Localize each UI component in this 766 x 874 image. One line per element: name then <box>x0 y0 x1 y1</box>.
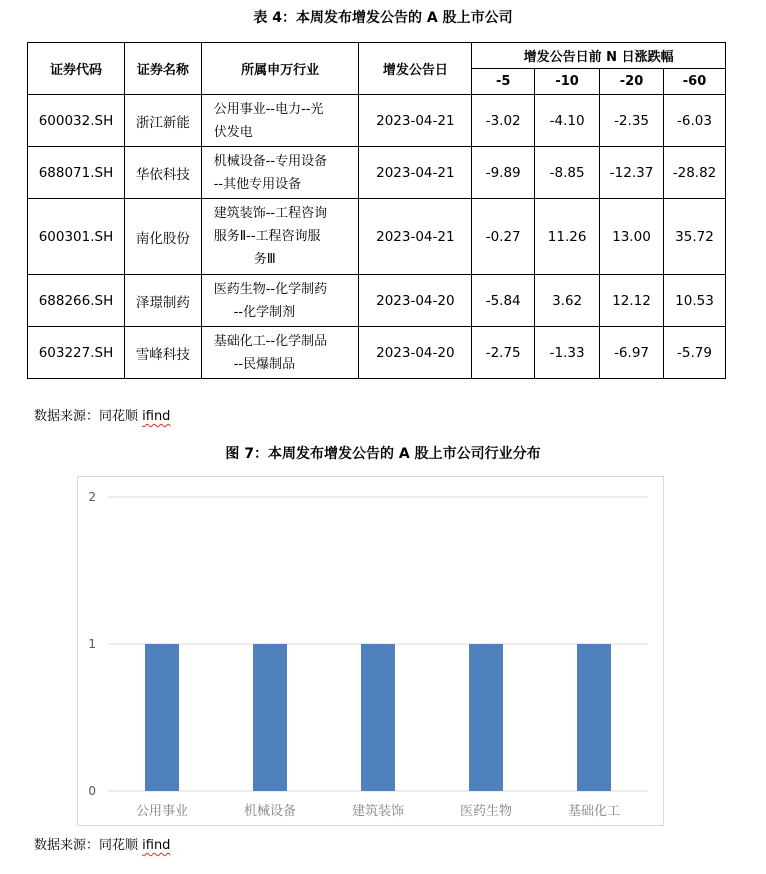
table-row <box>28 199 726 275</box>
source-brand: ifind <box>142 838 171 853</box>
header-period: -10 <box>535 69 600 95</box>
cell-name: 雪峰科技 <box>124 327 201 379</box>
cell-change: -2.35 <box>600 95 664 147</box>
x-category-label: 医药生物 <box>459 804 513 819</box>
cell-change: -6.03 <box>664 95 726 147</box>
table-row <box>28 327 726 379</box>
cell-name: 华依科技 <box>124 147 201 199</box>
placement-table <box>27 42 726 379</box>
header-period: -60 <box>664 69 726 95</box>
cell-industry <box>201 147 359 199</box>
cell-change: -5.79 <box>664 327 726 379</box>
y-tick-label: 1 <box>88 637 96 651</box>
cell-change: -5.84 <box>472 275 535 327</box>
table-row <box>28 147 726 199</box>
source-prefix: 数据来源：同花顺 <box>34 409 143 424</box>
cell-name: 浙江新能 <box>124 95 201 147</box>
cell-industry <box>201 275 359 327</box>
x-category-label: 公用事业 <box>135 804 189 819</box>
header-name: 证券名称 <box>124 43 201 95</box>
cell-change: 3.62 <box>535 275 600 327</box>
cell-change: -2.75 <box>472 327 535 379</box>
cell-date: 2023-04-21 <box>359 95 472 147</box>
cell-change: -4.10 <box>535 95 600 147</box>
header-change-group: 增发公告日前 N 日涨跌幅 <box>472 43 726 69</box>
table-row <box>28 95 726 147</box>
cell-change: 12.12 <box>600 275 664 327</box>
bar <box>577 644 611 791</box>
cell-date: 2023-04-20 <box>359 327 472 379</box>
cell-change: 13.00 <box>600 199 664 275</box>
chart-frame <box>77 476 664 826</box>
cell-code: 600032.SH <box>28 95 125 147</box>
cell-industry <box>201 327 359 379</box>
cell-code: 600301.SH <box>28 199 125 275</box>
x-category-label: 基础化工 <box>567 804 621 819</box>
cell-code: 603227.SH <box>28 327 125 379</box>
cell-change: -6.97 <box>600 327 664 379</box>
cell-change: -12.37 <box>600 147 664 199</box>
industry-line: 服务Ⅱ--工程咨询服 <box>213 229 321 244</box>
y-tick-label: 2 <box>88 490 96 504</box>
industry-line: --化学制剂 <box>233 304 296 320</box>
bar <box>253 644 287 791</box>
header-industry: 所属申万行业 <box>201 43 359 95</box>
industry-line: 伏发电 <box>213 124 253 140</box>
header-period: -5 <box>472 69 535 95</box>
cell-change: -3.02 <box>472 95 535 147</box>
cell-change: -0.27 <box>472 199 535 275</box>
x-category-label: 机械设备 <box>243 804 297 819</box>
cell-code: 688266.SH <box>28 275 125 327</box>
data-source-note <box>34 834 170 853</box>
cell-date: 2023-04-21 <box>359 147 472 199</box>
cell-industry <box>201 95 359 147</box>
cell-name: 泽璟制药 <box>124 275 201 327</box>
industry-line: 医药生物--化学制药 <box>213 281 328 297</box>
cell-code: 688071.SH <box>28 147 125 199</box>
cell-change: -28.82 <box>664 147 726 199</box>
industry-line: 务Ⅲ <box>253 252 276 267</box>
header-date: 增发公告日 <box>359 43 472 95</box>
industry-line: 基础化工--化学制品 <box>213 333 328 349</box>
industry-line: 公用事业--电力--光 <box>213 101 324 117</box>
industry-line: 建筑装饰--工程咨询 <box>213 206 328 221</box>
header-code: 证券代码 <box>28 43 125 95</box>
header-period: -20 <box>600 69 664 95</box>
table-title: 表 4：本周发布增发公告的 A 股上市公司 <box>253 10 513 26</box>
cell-change: -1.33 <box>535 327 600 379</box>
cell-change: -8.85 <box>535 147 600 199</box>
source-prefix: 数据来源：同花顺 <box>34 838 143 853</box>
cell-change: 10.53 <box>664 275 726 327</box>
cell-change: -9.89 <box>472 147 535 199</box>
y-tick-label: 0 <box>88 784 96 798</box>
cell-date: 2023-04-21 <box>359 199 472 275</box>
industry-line: 机械设备--专用设备 <box>213 153 328 169</box>
x-category-label: 建筑装饰 <box>351 804 405 819</box>
industry-line: --其他专用设备 <box>213 176 302 192</box>
bar <box>469 644 503 791</box>
bar <box>145 644 179 791</box>
source-brand: ifind <box>142 409 171 424</box>
table-row <box>28 275 726 327</box>
cell-date: 2023-04-20 <box>359 275 472 327</box>
cell-name: 南化股份 <box>124 199 201 275</box>
cell-industry <box>201 199 359 275</box>
industry-line: --民爆制品 <box>233 356 296 372</box>
data-source-note <box>34 405 170 424</box>
chart-title: 图 7：本周发布增发公告的 A 股上市公司行业分布 <box>225 446 541 462</box>
cell-change: 35.72 <box>664 199 726 275</box>
cell-change: 11.26 <box>535 199 600 275</box>
industry-bar-chart <box>78 477 663 825</box>
bar <box>361 644 395 791</box>
